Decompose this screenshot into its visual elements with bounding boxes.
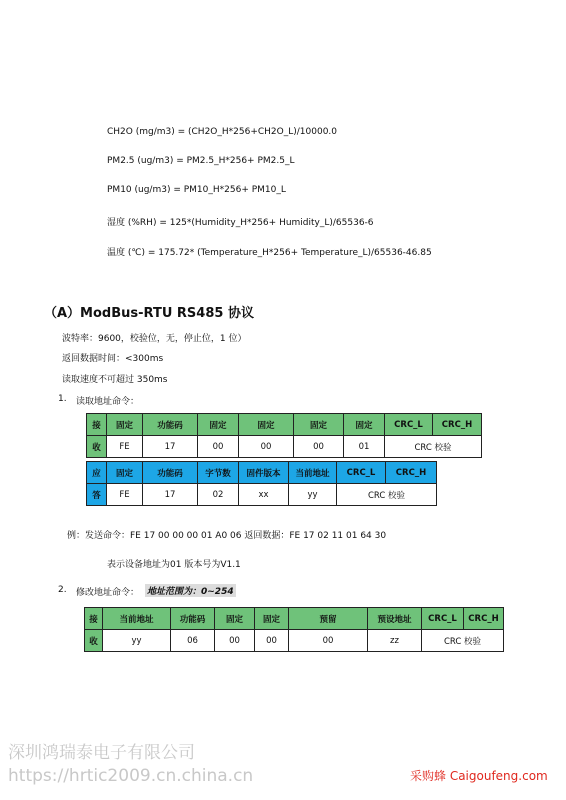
value-cell: zz: [368, 630, 422, 652]
table2-label-bottom: 收: [85, 630, 103, 652]
formula-ch2o: CH2O (mg/m3) = (CH2O_H*256+CH2O_L)/10000.0: [107, 127, 338, 137]
header-cell: 字节数: [198, 462, 239, 484]
recv-header-row: [87, 414, 482, 436]
value-cell: 06: [171, 630, 215, 652]
recv-value-row: [87, 436, 482, 458]
value-cell: 00: [255, 630, 289, 652]
header-cell: 固件版本: [239, 462, 289, 484]
recv-label-bottom: 收: [87, 436, 107, 458]
crc-value-cell: CRC 校验: [337, 484, 437, 506]
value-cell: yy: [103, 630, 171, 652]
value-cell: xx: [239, 484, 289, 506]
header-cell: CRC_H: [464, 608, 504, 630]
header-cell: CRC_L: [385, 414, 433, 436]
crc-value-cell: CRC 校验: [385, 436, 482, 458]
table2-label-top: 接: [85, 608, 103, 630]
value-cell: 00: [239, 436, 294, 458]
header-cell: 功能码: [143, 414, 198, 436]
site-watermark: 采购蜂 Caigoufeng.com: [410, 769, 548, 783]
header-cell: CRC_L: [422, 608, 464, 630]
url-watermark: https://hrtic2009.cn.china.cn: [8, 766, 254, 786]
header-cell: 当前地址: [289, 462, 337, 484]
item2-number: 2.: [58, 585, 67, 595]
value-cell: 01: [344, 436, 385, 458]
example-text: 例：发送命令：FE 17 00 00 00 01 A0 06 返回数据：FE 17 02 11 01 64 30: [67, 531, 387, 541]
header-cell: 固定: [344, 414, 385, 436]
header-cell: CRC_H: [386, 462, 437, 484]
modify-address-table: [84, 607, 504, 652]
param-return-time: 返回数据时间：<300ms: [62, 354, 164, 364]
header-cell: 功能码: [143, 462, 198, 484]
header-cell: 预设地址: [368, 608, 422, 630]
header-cell: 固定: [107, 462, 143, 484]
header-cell: 固定: [198, 414, 239, 436]
read-address-table: [86, 413, 482, 458]
example-note: 表示设备地址为01 版本号为V1.1: [107, 560, 241, 570]
formula-pm25: PM2.5 (ug/m3) = PM2.5_H*256+ PM2.5_L: [107, 156, 295, 166]
item2-title: 修改地址命令：: [76, 588, 140, 598]
resp-value-row: [87, 484, 437, 506]
header-cell: CRC_H: [433, 414, 482, 436]
header-cell: 固定: [239, 414, 294, 436]
value-cell: 02: [198, 484, 239, 506]
resp-label-top: 应: [87, 462, 107, 484]
param-read-speed: 读取速度不可超过 350ms: [62, 375, 168, 385]
param-baud: 波特率：9600，校验位，无，停止位，1 位）: [62, 334, 247, 344]
value-cell: FE: [107, 484, 143, 506]
company-watermark: 深圳鸿瑞泰电子有限公司: [8, 743, 195, 763]
value-cell: 00: [198, 436, 239, 458]
header-cell: 固定: [255, 608, 289, 630]
section-title: （A）ModBus-RTU RS485 协议: [44, 306, 254, 321]
response-table: [86, 461, 437, 506]
formula-pm10: PM10 (ug/m3) = PM10_H*256+ PM10_L: [107, 185, 286, 195]
value-cell: 17: [143, 484, 198, 506]
header-cell: 固定: [107, 414, 143, 436]
crc-value-cell: CRC 校验: [422, 630, 504, 652]
value-cell: 17: [143, 436, 198, 458]
header-cell: 当前地址: [103, 608, 171, 630]
header-cell: 预留: [289, 608, 368, 630]
value-cell: yy: [289, 484, 337, 506]
recv-label-top: 接: [87, 414, 107, 436]
formula-temperature: 温度 (℃) = 175.72* (Temperature_H*256+ Temperature_L)/65536-46.85: [107, 248, 432, 258]
header-cell: 固定: [215, 608, 255, 630]
value-cell: FE: [107, 436, 143, 458]
address-range-highlight: 地址范围为：0~254: [145, 584, 236, 597]
header-cell: CRC_L: [337, 462, 386, 484]
resp-label-bottom: 答: [87, 484, 107, 506]
table2-header-row: [85, 608, 504, 630]
value-cell: 00: [289, 630, 368, 652]
formula-humidity: 湿度 (%RH) = 125*(Humidity_H*256+ Humidity_L)/65536-6: [107, 218, 374, 228]
header-cell: 功能码: [171, 608, 215, 630]
table2-value-row: [85, 630, 504, 652]
value-cell: 00: [215, 630, 255, 652]
header-cell: 固定: [294, 414, 344, 436]
value-cell: 00: [294, 436, 344, 458]
item1-title: 读取地址命令：: [76, 397, 140, 407]
resp-header-row: [87, 462, 437, 484]
item1-number: 1.: [58, 394, 67, 404]
